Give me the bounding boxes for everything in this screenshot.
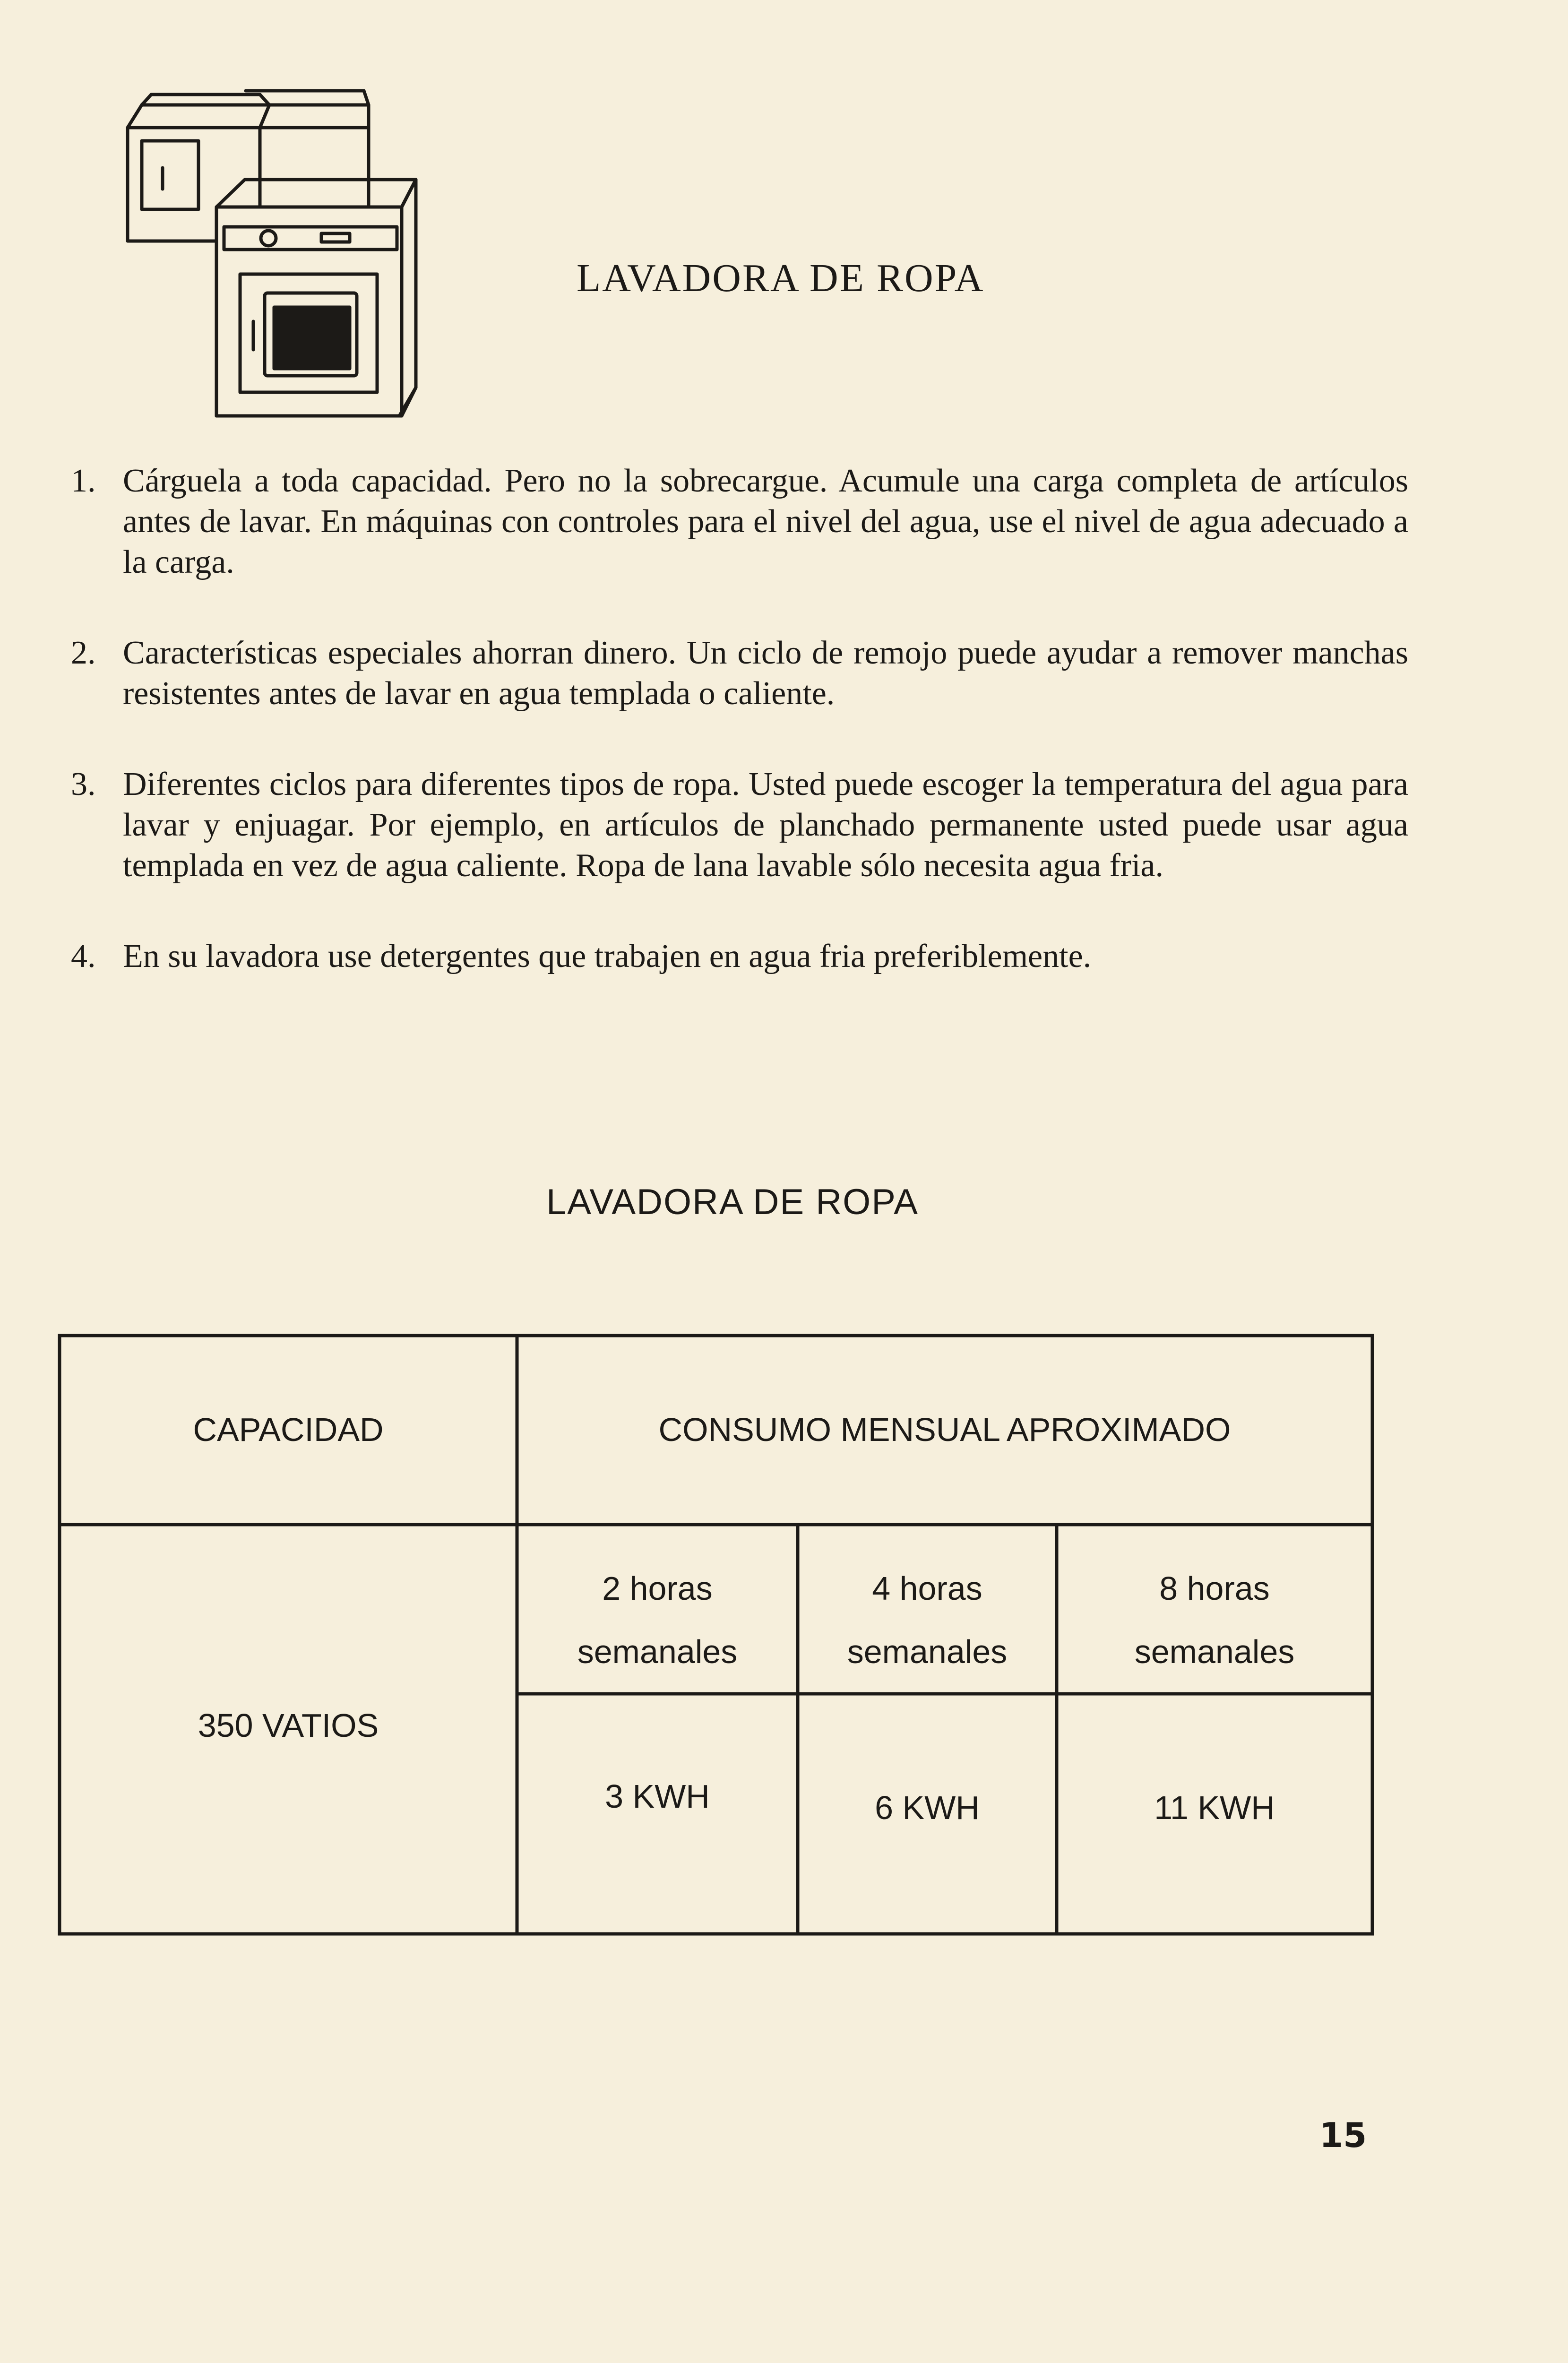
capacity-value: 350 VATIOS: [198, 1707, 379, 1744]
capacity-header: CAPACIDAD: [193, 1411, 384, 1448]
tip-number: 3.: [71, 766, 96, 802]
hours-label: 8 horas: [1159, 1570, 1270, 1607]
washer-dryer-illustration: [118, 85, 430, 425]
hours-column-header: [798, 1568, 1057, 1672]
period-label: semanales: [847, 1633, 1008, 1670]
period-label: semanales: [577, 1633, 738, 1670]
consumption-value: 11 KWH: [1154, 1789, 1275, 1826]
page-number: 15: [1319, 2115, 1367, 2155]
tip-text: Cárguela a toda capacidad. Pero no la sobrecargue. Acumule una carga completa de artículos antes de lavar. En máquinas con controles para el nivel del agua, use el nivel de agua adecuado a la carga.: [123, 463, 1408, 580]
tip-text: En su lavadora use detergentes que trabajen en agua fria preferiblemente.: [123, 938, 1092, 975]
consumption-value: 6 KWH: [875, 1789, 980, 1826]
period-label: semanales: [1134, 1633, 1295, 1670]
tips-list: [71, 461, 1408, 1027]
tip-number: 2.: [71, 635, 96, 671]
tip-item: [71, 936, 1408, 977]
tip-item: [71, 764, 1408, 886]
table-title: LAVADORA DE ROPA: [546, 1182, 919, 1222]
consumption-header: CONSUMO MENSUAL APROXIMADO: [658, 1411, 1231, 1448]
tip-item: [71, 633, 1408, 714]
consumption-table: [58, 1334, 1374, 1936]
tip-item: [71, 461, 1408, 583]
tip-number: 1.: [71, 463, 96, 499]
page-heading: LAVADORA DE ROPA: [577, 256, 985, 300]
tip-number: 4.: [71, 938, 96, 975]
hours-column-header: [517, 1568, 798, 1672]
tip-text: Características especiales ahorran dinero. Un ciclo de remojo puede ayudar a remover manchas resistentes antes de lavar en agua templada o caliente.: [123, 635, 1408, 712]
tip-text: Diferentes ciclos para diferentes tipos de ropa. Usted puede escoger la temperatura del agua para lavar y enjuagar. Por ejemplo, en artículos de planchado permanente usted puede usar agua templada en vez de agua caliente. Ropa de lana lavable sólo necesita agua fria.: [123, 766, 1408, 884]
consumption-value: 3 KWH: [605, 1778, 710, 1815]
hours-label: 4 horas: [872, 1570, 982, 1607]
hours-label: 2 horas: [602, 1570, 713, 1607]
hours-column-header: [1057, 1568, 1372, 1672]
